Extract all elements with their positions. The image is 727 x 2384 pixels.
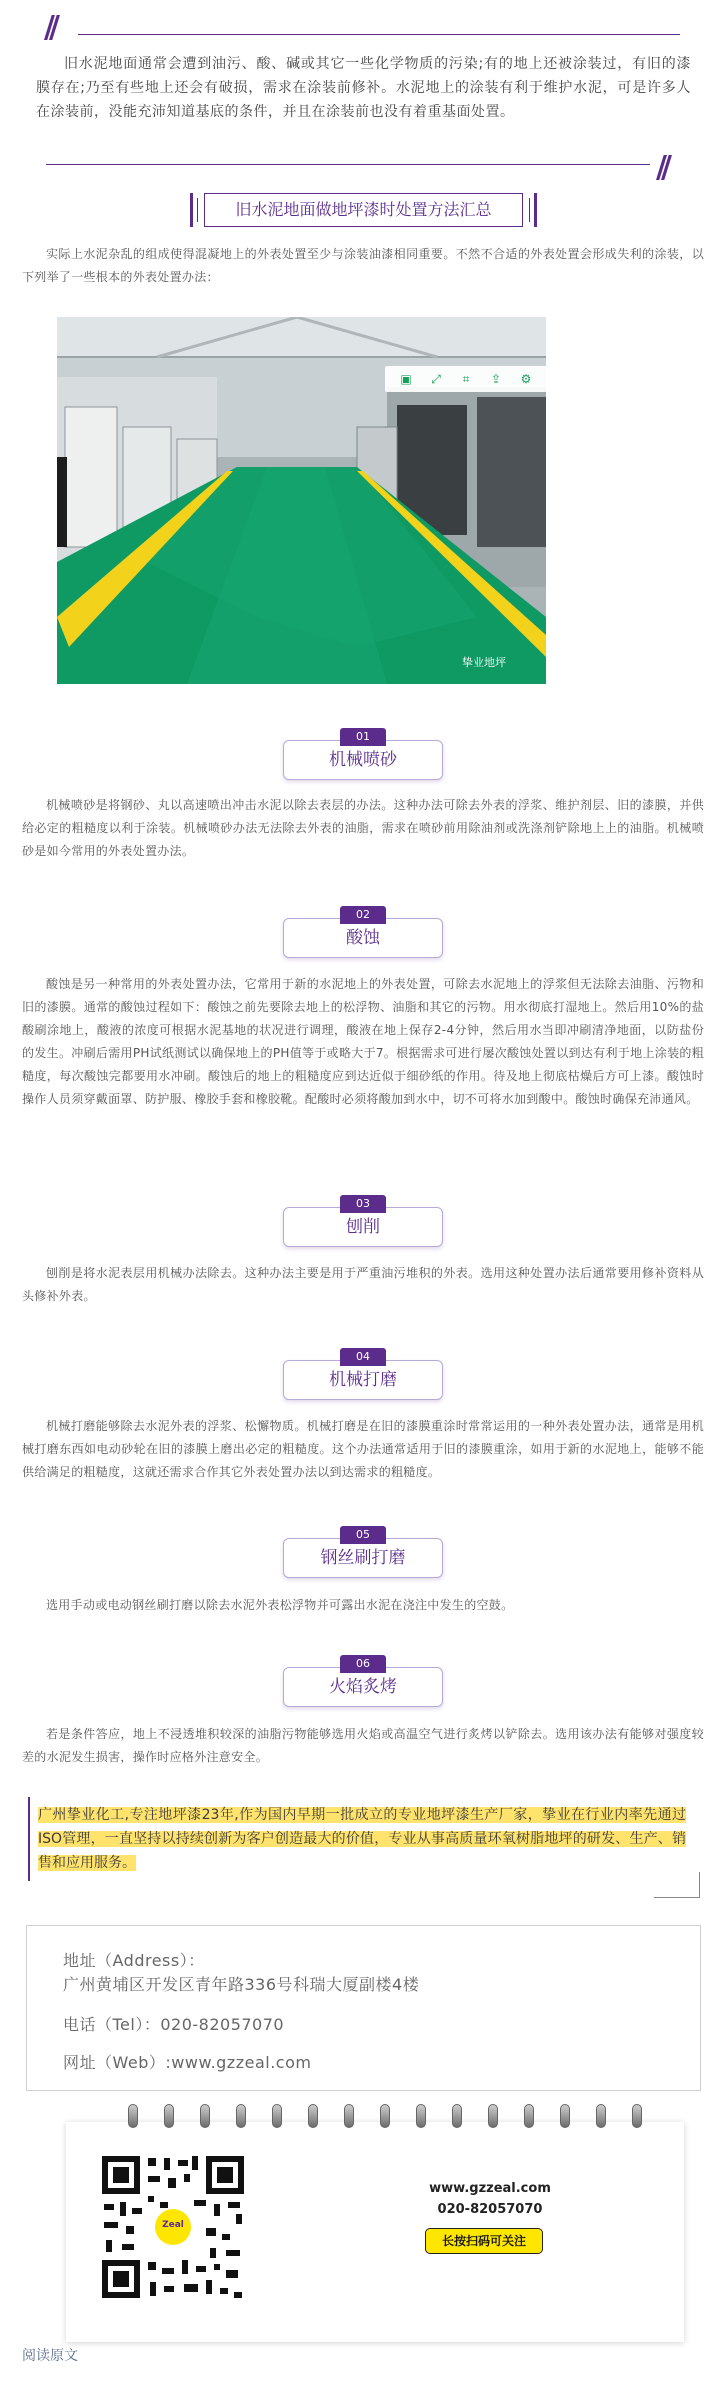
section-02-number: 02 [340, 906, 386, 924]
address-label: 地址（Address）： [63, 1951, 205, 1970]
address-value: 广州黄埔区开发区青年路336号科瑞大厦副楼4楼 [63, 1975, 420, 1994]
lead-paragraph: 实际上水泥杂乱的组成使得混凝地上的外表处置至少与涂装油漆相同重要。不然不合适的外表处置会形成失利的涂装，以下列举了一些根本的外表处置办法： [22, 247, 704, 284]
title-tick-left [197, 198, 198, 222]
section-06-text: 若是条件答应，地上不浸透堆积较深的油脂污物能够选用火焰或高温空气进行炙烤以铲除去。选用该办法有能够对强度较差的水泥发生损害，操作时应格外注意安全。 [22, 1727, 704, 1764]
expand-icon[interactable]: ⤢ [431, 372, 441, 386]
read-original-link[interactable]: 阅读原文 [22, 2348, 78, 2364]
section-04-title: 机械打磨 [283, 1360, 443, 1400]
section-01-text: 机械喷砂是将钢砂、丸以高速喷出冲击水泥以除去表层的办法。这种办法可除去外表的浮浆、维护剂层、旧的漆膜，并供给必定的粗糙度以利于涂装。机械喷砂办法无法除去外表的油脂，需求在喷砂前用除油剂或洗涤剂铲除地上上的油脂。机械喷砂是如今常用的外表处置办法。 [22, 798, 704, 858]
section-02-header [283, 906, 443, 968]
scan-follow-button[interactable]: 长按扫码可关注 [425, 2228, 543, 2254]
section-03-text: 刨削是将水泥表层用机械办法除去。这种办法主要是用于严重油污堆积的外表。选用这种处置办法后通常要用修补资料从头修补外表。 [22, 1266, 704, 1303]
section-04-header [283, 1348, 443, 1410]
photo-toolbar [385, 366, 547, 392]
top-rule-left [78, 34, 680, 35]
binder-ring [308, 2104, 318, 2128]
section-05-text: 选用手动或电动钢丝刷打磨以除去水泥外表松浮物并可露出水泥在浇注中发生的空鼓。 [46, 1598, 514, 1612]
binder-ring [632, 2104, 642, 2128]
section-03-number: 03 [340, 1195, 386, 1213]
title-tick-right [529, 198, 530, 222]
gear-icon[interactable]: ⚙ [520, 372, 532, 386]
title-text: 旧水泥地面做地坪漆时处置方法汇总 [204, 193, 523, 227]
binder-ring [524, 2104, 534, 2128]
qr-code[interactable] [98, 2152, 248, 2302]
section-01-header [283, 728, 443, 790]
company-highlight [38, 1803, 686, 1875]
slash-deco-left: // [44, 10, 54, 45]
photo-watermark: 挚业地坪 [462, 656, 506, 669]
section-03-title: 刨削 [283, 1207, 443, 1247]
binder-ring [380, 2104, 390, 2128]
binder-ring [596, 2104, 606, 2128]
binder-ring [236, 2104, 246, 2128]
highlight-bar [28, 1797, 30, 1881]
binder-ring [272, 2104, 282, 2128]
share-icon[interactable]: ⇪ [490, 372, 502, 386]
binder-ring [200, 2104, 210, 2128]
section-03-header [283, 1195, 443, 1257]
section-02-title: 酸蚀 [283, 918, 443, 958]
contact-box [26, 1925, 701, 2091]
copy-icon[interactable]: ▣ [400, 372, 412, 386]
top-rule-right [46, 164, 650, 165]
title-bar-left [190, 193, 193, 227]
section-05-number: 05 [340, 1526, 386, 1544]
section-04-text: 机械打磨能够除去水泥外表的浮浆、松懈物质。机械打磨是在旧的漆膜重涂时常常运用的一种外表处置办法，通常是用机械打磨东西如电动砂轮在旧的漆膜上磨出必定的粗糙度。这个办法通常适用于旧的漆膜重涂，如用于新的水泥地上，能够不能供给满足的粗糙度，这就还需求合作其它外表处置办法以到达需求的粗糙度。 [22, 1419, 704, 1479]
section-04-number: 04 [340, 1348, 386, 1366]
title-bar-right [534, 193, 537, 227]
section-02-text: 酸蚀是另一种常用的外表处置办法，它常用于新的水泥地上的外表处置，可除去水泥地上的浮浆但无法除去油脂、污物和旧的漆膜。通常的酸蚀过程如下：酸蚀之前先要除去地上的松浮物、油脂和其它的污物。用水彻底打湿地上。然后用10%的盐酸刷涂地上，酸液的浓度可根据水泥基地的状况进行调理，酸液在地上保存2-4分钟，然后用水当即冲刷清净地面，以防盐份的发生。冲刷后需用PH试纸测试以确保地上的PH值等于或略大于7。根据需求可进行屡次酸蚀处置以到达有利于地上涂装的粗糙度，每次酸蚀完都要用水冲刷。酸蚀后的地上的粗糙度应到达近似于细砂纸的作用。待及地上彻底枯燥后方可上漆。酸蚀时操作人员须穿戴面罩、防护服、橡胶手套和橡胶靴。配酸时必须将酸加到水中，切不可将水加到酸中。酸蚀时确保充沛通风。 [22, 977, 704, 1106]
section-05-title: 钢丝刷打磨 [283, 1538, 443, 1578]
binder-ring [560, 2104, 570, 2128]
card-website: www.gzzeal.com [429, 2181, 551, 2196]
card-phone: 020-82057070 [437, 2202, 543, 2217]
section-01-title: 机械喷砂 [283, 740, 443, 780]
intro-paragraph: 旧水泥地面通常会遭到油污、酸、碱或其它一些化学物质的污染;有的地上还被涂装过，有旧的漆膜存在;乃至有些地上还会有破损，需求在涂装前修补。水泥地上的涂装有利于维护水泥，可是许多人在涂装前，没能充沛知道基底的条件，并且在涂装前也没有着重基面处置。 [36, 56, 691, 120]
qr-logo: Zeal [162, 2220, 184, 2230]
binder-ring [344, 2104, 354, 2128]
binder-ring [452, 2104, 462, 2128]
section-05-header [283, 1526, 443, 1588]
slash-deco-right: // [656, 150, 666, 185]
section-06-title: 火焰炙烤 [283, 1667, 443, 1707]
binder-ring [128, 2104, 138, 2128]
article-title [190, 193, 537, 229]
tel-line: 电话（Tel）：020-82057070 [63, 2015, 285, 2034]
section-06-header [283, 1655, 443, 1717]
company-highlight-text: 广州挚业化工,专注地坪漆23年,作为国内早期一批成立的专业地坪漆生产厂家，挚业在行业内率先通过ISO管理，一直坚持以持续创新为客户创造最大的价值，专业从事高质量环氧树脂地坪的研发、生产、销售和应用服务。 [38, 1807, 686, 1871]
binder-ring [164, 2104, 174, 2128]
binder-ring [488, 2104, 498, 2128]
crop-icon[interactable]: ⌗ [462, 372, 470, 386]
binder-ring [416, 2104, 426, 2128]
section-01-number: 01 [340, 728, 386, 746]
web-line: 网址（Web）:www.gzzeal.com [63, 2053, 312, 2072]
corner-deco [654, 1872, 700, 1898]
section-06-number: 06 [340, 1655, 386, 1673]
